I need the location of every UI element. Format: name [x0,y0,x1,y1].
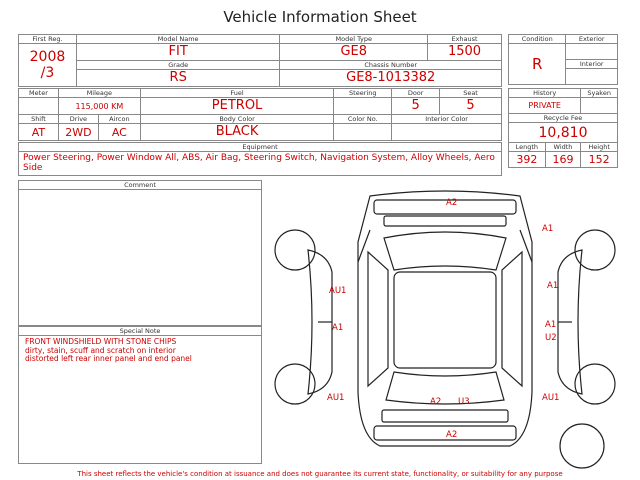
first-reg-value [19,44,77,87]
damage-mark: A1 [332,323,344,333]
damage-mark: U3 [458,397,470,407]
width-value: 169 [545,152,581,168]
drive-value: 2WD [58,124,98,141]
vehicle-info-table [18,34,502,87]
body-color-value: BLACK [140,124,334,141]
recycle-fee-value: 10,810 [509,123,618,143]
damage-mark: A2 [446,198,458,208]
mileage-label: Mileage [58,89,140,98]
width-label: Width [545,143,581,152]
damage-mark: AU1 [542,393,560,403]
special-note-box [18,326,262,464]
damage-mark: A2 [446,430,458,440]
steering-label: Steering [334,89,392,98]
first-reg-label: First Reg. [19,35,77,44]
aircon-value: AC [98,124,140,141]
special-note-label: Special Note [19,327,261,336]
comment-box [18,180,262,326]
exhaust-value: 1500 [428,44,502,61]
first-reg-year: 2008 [29,49,66,65]
first-reg-month: /3 [40,65,55,81]
car-damage-diagram [270,182,620,470]
interior-label: Interior [566,60,618,69]
damage-mark: A1 [542,224,554,234]
exterior-label: Exterior [566,35,618,44]
condition-value: R [509,44,566,85]
comment-label: Comment [19,181,261,190]
equipment-label: Equipment [19,143,501,152]
equipment-text: Power Steering, Power Window All, ABS, Air Bag, Steering Switch, Navigation System, Alloy Wheels, Aero Side [23,153,495,173]
spec-table [18,88,502,141]
exhaust-label: Exhaust [428,35,502,44]
aircon-label: Aircon [98,115,140,124]
sheet-title: Vehicle Information Sheet [223,8,417,26]
damage-mark: A1 [547,281,559,291]
seat-label: Seat [440,89,502,98]
damage-mark: U2 [545,333,557,343]
length-label: Length [509,143,546,152]
condition-label: Condition [509,35,566,44]
damage-mark: AU1 [329,286,347,296]
equipment-section [18,142,502,176]
recycle-fee-label: Recycle Fee [509,114,618,123]
special-note-line: FRONT WINDSHIELD WITH STONE CHIPS [25,337,177,346]
height-value: 152 [581,152,618,168]
seat-value: 5 [440,98,502,115]
model-name-label: Model Name [76,35,279,44]
grade-label: Grade [76,61,279,70]
door-label: Door [392,89,440,98]
chassis-value: GE8-1013382 [280,70,502,87]
damage-mark: A2 [430,397,442,407]
condition-table [508,34,618,85]
model-type-value: GE8 [280,44,428,61]
syaken-label: Syaken [581,89,618,98]
drive-label: Drive [58,115,98,124]
chassis-label: Chassis Number [280,61,502,70]
shift-label: Shift [19,115,59,124]
special-note-line: dirty, stain, scuff and scratch on interior [25,345,176,355]
model-type-label: Model Type [280,35,428,44]
height-label: Height [581,143,618,152]
disclaimer: This sheet reflects the vehicle's condition at issuance and does not guarantee its current state, functionality, or suitability for any purpose [77,470,563,478]
history-table [508,88,618,168]
length-value: 392 [509,152,546,168]
fuel-value: PETROL [140,98,334,115]
damage-mark: A1 [545,320,557,330]
special-note-text [19,336,261,366]
shift-value: AT [19,124,59,141]
door-value: 5 [392,98,440,115]
mileage-value: 115,000 KM [58,98,140,115]
damage-mark: AU1 [327,393,345,403]
body-color-label: Body Color [140,115,334,124]
history-value: PRIVATE [509,98,581,114]
grade-value: RS [76,70,279,87]
meter-label: Meter [19,89,59,98]
special-note-line: distorted left rear inner panel and end panel [25,354,192,363]
model-name-value: FIT [76,44,279,61]
color-no-label: Color No. [334,115,392,124]
history-label: History [509,89,581,98]
fuel-label: Fuel [140,89,334,98]
interior-color-label: Interior Color [392,115,502,124]
